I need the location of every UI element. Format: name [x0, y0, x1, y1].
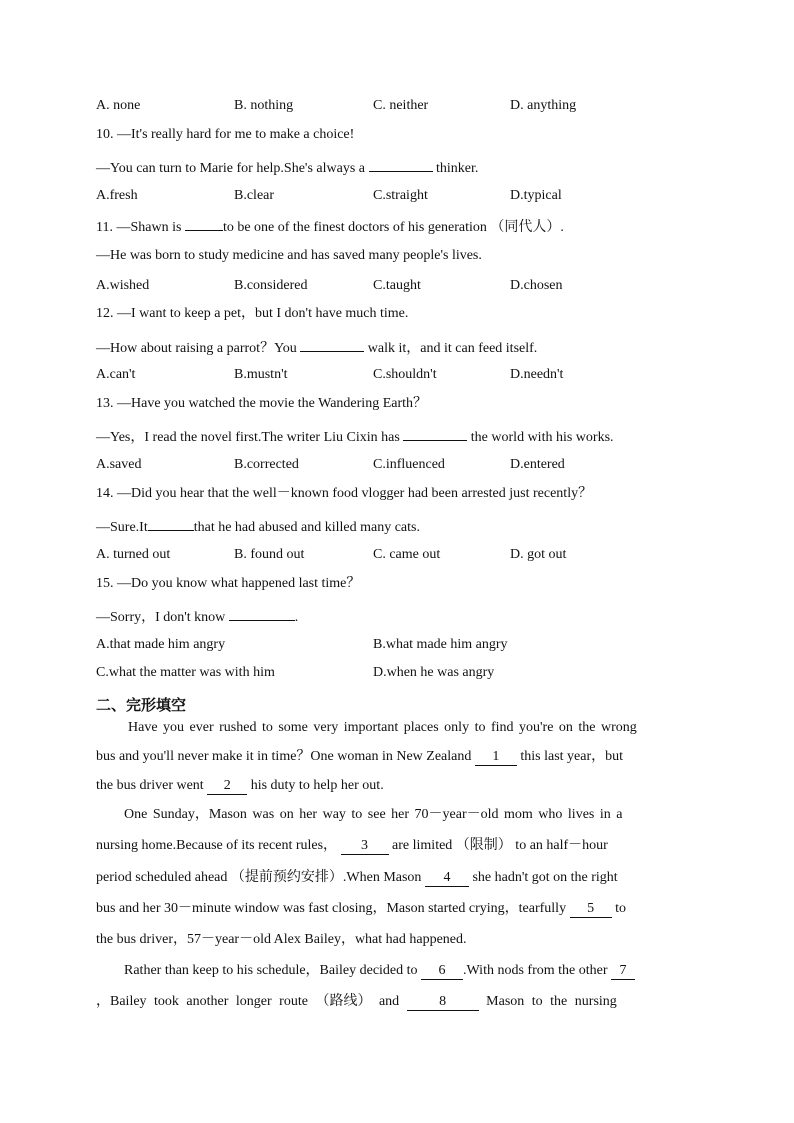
- passage-p2-line4-start: bus and her 30－minute window was fast closing，Mason started crying，tearfully: [96, 901, 570, 916]
- passage-p1-line3: [96, 777, 696, 795]
- section-heading-cloze: 二、完形填空: [96, 696, 187, 714]
- passage-p3-line2-start: ，Bailey took another longer route （路线） and: [96, 994, 407, 1009]
- q13-response: [96, 426, 696, 447]
- q11-question: [96, 216, 696, 237]
- q10-option-a: A.fresh: [96, 188, 138, 203]
- q13-option-b: B.corrected: [234, 457, 299, 472]
- q12-response: [96, 337, 696, 358]
- passage-p2-line4-end: to: [611, 901, 626, 916]
- passage-p3-line1: [124, 962, 724, 980]
- q13-response-start: —Yes，I read the novel first.The writer Liu Cixin has: [96, 430, 404, 445]
- q11-question-start: 11. —Shawn is: [96, 220, 185, 235]
- q11-question-end: to be one of the finest doctors of his generation （同代人）.: [222, 220, 564, 235]
- passage-p2-line1: One Sunday，Mason was on her way to see her 70－year－old mom who lives in a: [124, 807, 623, 822]
- q10-response: [96, 157, 696, 178]
- q15-response-start: —Sorry，I don't know: [96, 610, 229, 625]
- q15-question: 15. —Do you know what happened last time？: [96, 576, 361, 591]
- q12-question: 12. —I want to keep a pet，but I don't have much time.: [96, 306, 409, 321]
- passage-p1-line2-start: bus and you'll never make it in time？One woman in New Zealand: [96, 749, 475, 764]
- q14-response-start: —Sure.It: [96, 520, 148, 535]
- passage-p3-line1-start: Rather than keep to his schedule，Bailey decided to: [124, 963, 422, 978]
- q12-option-b: B.mustn't: [234, 367, 288, 382]
- q9-option-d: D. anything: [510, 98, 577, 113]
- passage-p1-line3-start: the bus driver went: [96, 778, 208, 793]
- q10-question: 10. —It's really hard for me to make a choice!: [96, 127, 355, 142]
- q10-option-d: D.typical: [510, 188, 562, 203]
- q15-response: [96, 606, 696, 627]
- q10-option-c: C.straight: [373, 188, 428, 203]
- q9-options: [96, 97, 696, 115]
- q15-option-b: B.what made him angry: [373, 637, 508, 652]
- q11-option-d: D.chosen: [510, 278, 563, 293]
- passage-p2-line3-end: she hadn't got on the right: [468, 870, 618, 885]
- q13-options: [96, 456, 696, 474]
- q15-options-row1: [96, 636, 696, 654]
- q14-option-d: D. got out: [510, 547, 567, 562]
- q13-blank: [403, 426, 467, 441]
- q14-blank: [148, 516, 194, 531]
- q13-question: 13. —Have you watched the movie the Wandering Earth？: [96, 396, 428, 411]
- q15-response-end: .: [294, 610, 299, 625]
- q13-option-c: C.influenced: [373, 457, 445, 472]
- q10-option-b: B.clear: [234, 188, 275, 203]
- passage-p2-line3-start: period scheduled ahead （提前预约安排）.When Mason: [96, 870, 425, 885]
- passage-p3-line2: [96, 993, 696, 1011]
- q11-option-a: A.wished: [96, 278, 150, 293]
- q10-response-start: —You can turn to Marie for help.She's always a: [96, 161, 369, 176]
- cloze-blank-4: 4: [425, 870, 469, 887]
- q10-response-end: thinker.: [432, 161, 479, 176]
- passage-p2-line4: [96, 900, 696, 918]
- passage-p1-line1: Have you ever rushed to some very important places only to find you're on the wrong: [128, 720, 637, 735]
- q14-response: [96, 516, 696, 537]
- cloze-blank-2: 2: [207, 778, 247, 795]
- passage-p2-line3: [96, 869, 696, 887]
- q13-option-d: D.entered: [510, 457, 565, 472]
- cloze-blank-1: 1: [475, 749, 517, 766]
- cloze-blank-6: 6: [421, 963, 463, 980]
- q12-options: [96, 366, 696, 384]
- cloze-blank-8: 8: [407, 994, 479, 1011]
- q14-option-b: B. found out: [234, 547, 305, 562]
- passage-p3-line1-mid: .With nods from the other: [463, 963, 611, 978]
- q15-option-c: C.what the matter was with him: [96, 665, 275, 680]
- q9-option-a: A. none: [96, 98, 141, 113]
- q15-option-a: A.that made him angry: [96, 637, 226, 652]
- q10-blank: [369, 157, 433, 172]
- q13-response-end: the world with his works.: [467, 430, 614, 445]
- q15-blank: [229, 606, 295, 621]
- cloze-blank-5: 5: [570, 901, 612, 918]
- q11-response: —He was born to study medicine and has saved many people's lives.: [96, 248, 482, 263]
- q11-options: [96, 277, 696, 295]
- passage-p2-line2-end: are limited （限制） to an half－hour: [388, 838, 608, 853]
- q15-option-d: D.when he was angry: [373, 665, 495, 680]
- q12-option-d: D.needn't: [510, 367, 564, 382]
- q11-option-c: C.taught: [373, 278, 421, 293]
- q14-response-end: that he had abused and killed many cats.: [193, 520, 420, 535]
- passage-p1-line2-end: this last year，but: [516, 749, 624, 764]
- q14-option-a: A. turned out: [96, 547, 171, 562]
- passage-p2-line2: [96, 837, 696, 855]
- q14-options: [96, 546, 696, 564]
- q13-option-a: A.saved: [96, 457, 142, 472]
- q12-option-c: C.shouldn't: [373, 367, 437, 382]
- q12-response-end: walk it，and it can feed itself.: [364, 341, 538, 356]
- q14-option-c: C. came out: [373, 547, 441, 562]
- passage-p2-line5: the bus driver，57－year－old Alex Bailey，what had happened.: [96, 932, 467, 947]
- q12-option-a: A.can't: [96, 367, 136, 382]
- passage-p3-line2-end: Mason to the nursing: [478, 994, 617, 1009]
- passage-p2-line2-start: nursing home.Because of its recent rules，: [96, 838, 341, 853]
- passage-p1-line3-end: his duty to help her out.: [247, 778, 384, 793]
- q9-option-b: B. nothing: [234, 98, 294, 113]
- q11-blank: [185, 216, 223, 231]
- q12-blank: [300, 337, 364, 352]
- q14-question: 14. —Did you hear that the well－known food vlogger had been arrested just recently？: [96, 486, 593, 501]
- q11-option-b: B.considered: [234, 278, 308, 293]
- passage-p1-line2: [96, 748, 696, 766]
- cloze-blank-7: 7: [611, 963, 635, 980]
- cloze-blank-3: 3: [341, 838, 389, 855]
- q9-option-c: C. neither: [373, 98, 429, 113]
- q10-options: [96, 187, 696, 205]
- q12-response-start: —How about raising a parrot？You: [96, 341, 301, 356]
- q15-options-row2: [96, 664, 696, 682]
